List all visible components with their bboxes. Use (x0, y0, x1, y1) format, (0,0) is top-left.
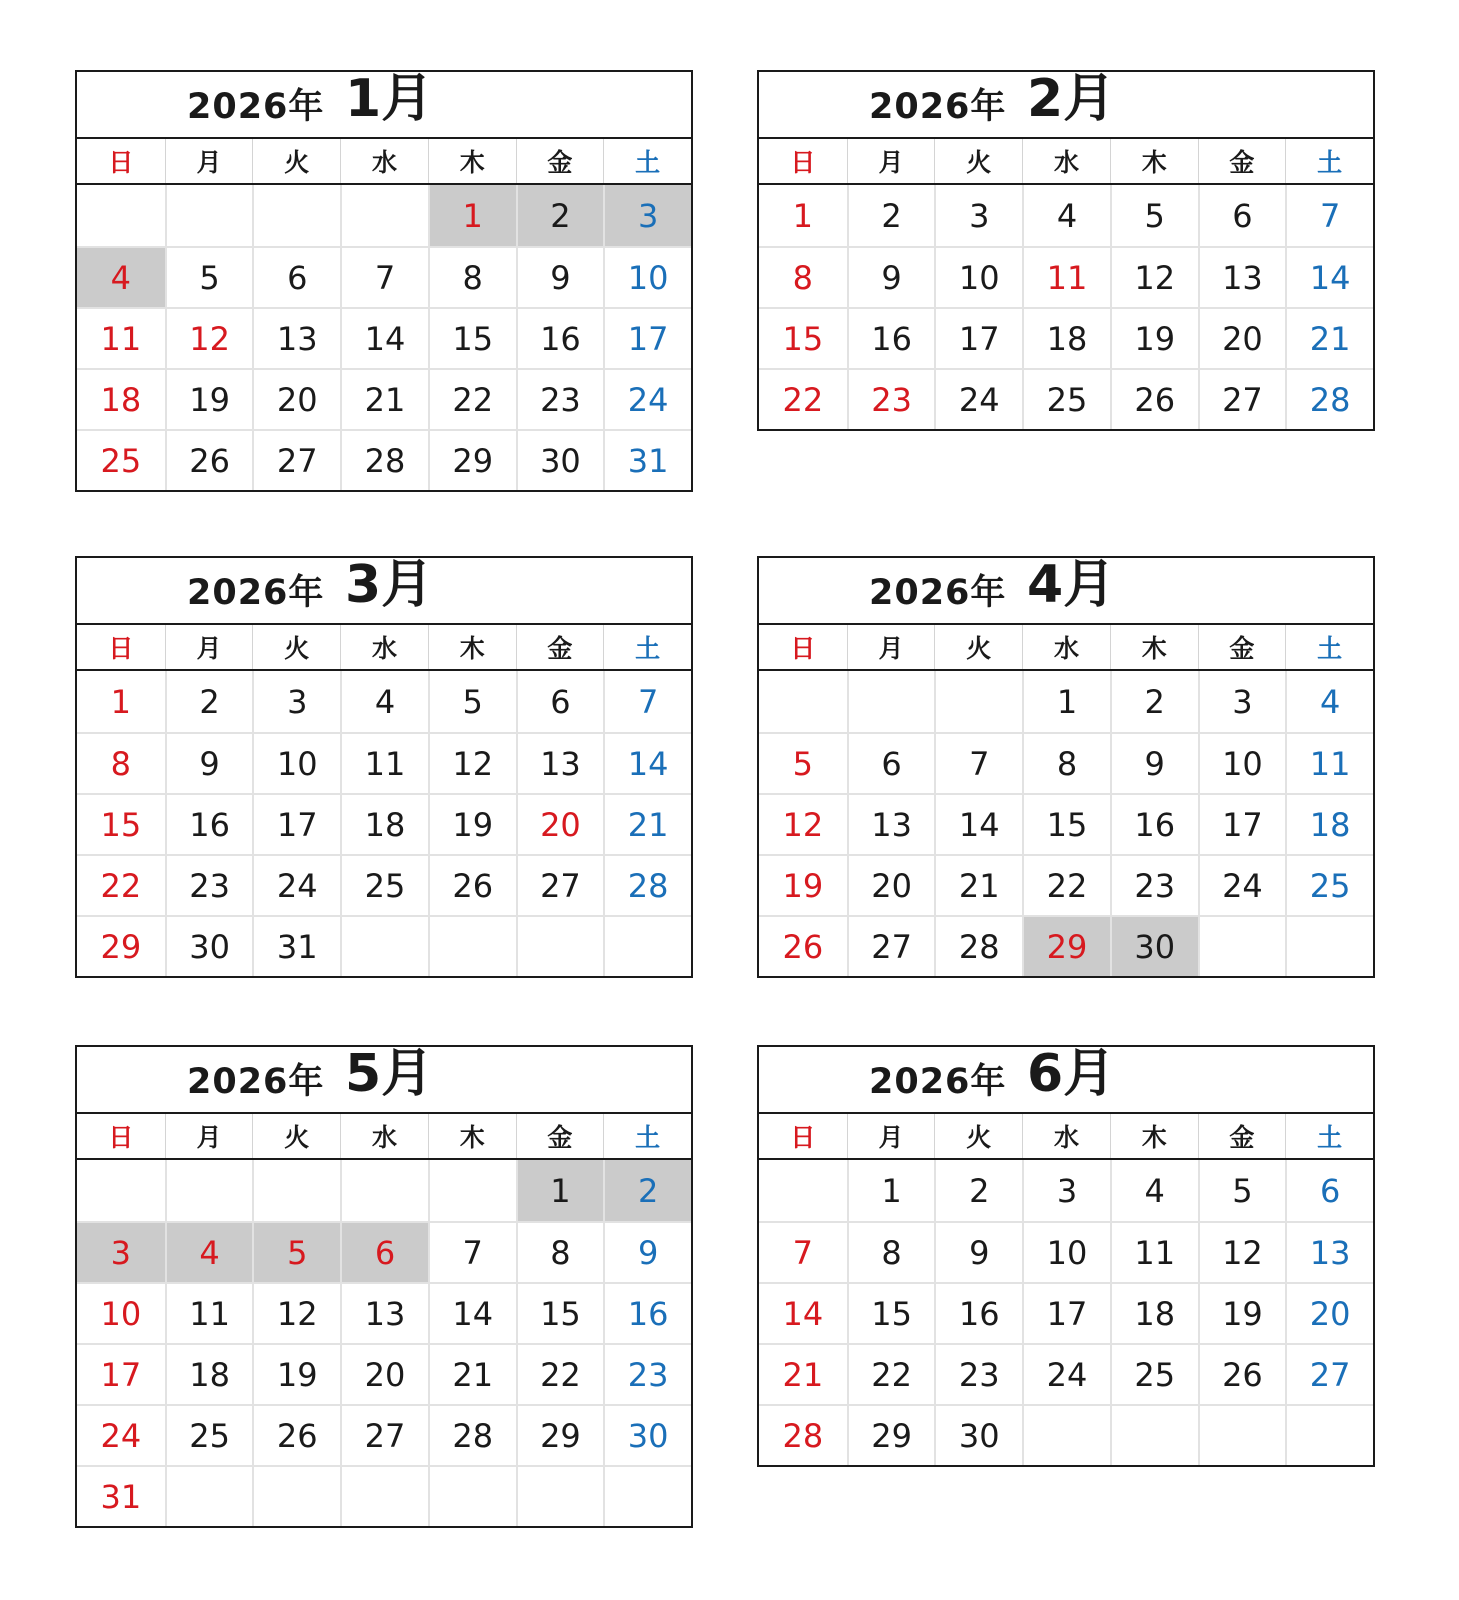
day-cell: 12 (1198, 1221, 1286, 1282)
day-cell: 17 (1022, 1282, 1110, 1343)
day-cell: 19 (428, 793, 516, 854)
weekday-header (77, 625, 691, 671)
weekday-header (77, 1114, 691, 1160)
day-cell: 5 (428, 671, 516, 732)
day-cell: 24 (934, 368, 1022, 429)
weekday-label: 木 (428, 1114, 516, 1158)
empty-cell (252, 185, 340, 246)
day-cell: 8 (428, 246, 516, 307)
empty-cell (165, 1465, 253, 1526)
year-label: 2026年 (869, 87, 1007, 127)
day-cell: 16 (1110, 793, 1198, 854)
day-cell: 17 (934, 307, 1022, 368)
weekday-label: 火 (252, 139, 340, 183)
day-cell: 14 (603, 732, 691, 793)
day-cell: 19 (1110, 307, 1198, 368)
weekday-label: 水 (1022, 625, 1110, 669)
weekday-label: 土 (603, 625, 691, 669)
weekday-label: 火 (934, 625, 1022, 669)
weekday-label: 月 (165, 1114, 253, 1158)
empty-cell (252, 1465, 340, 1526)
day-cell: 27 (847, 915, 935, 976)
day-cell: 11 (1110, 1221, 1198, 1282)
weekday-label: 木 (1110, 1114, 1198, 1158)
day-cell: 25 (340, 854, 428, 915)
weekday-label: 金 (516, 625, 604, 669)
day-cell: 14 (759, 1282, 847, 1343)
empty-cell (77, 1160, 165, 1221)
day-cell: 2 (165, 671, 253, 732)
day-cell: 1 (428, 185, 516, 246)
day-cell: 8 (77, 732, 165, 793)
day-cell: 29 (1022, 915, 1110, 976)
day-cell: 12 (428, 732, 516, 793)
day-cell: 26 (165, 429, 253, 490)
day-cell: 3 (252, 671, 340, 732)
day-cell: 22 (516, 1343, 604, 1404)
weekday-header (759, 625, 1373, 671)
day-cell: 17 (77, 1343, 165, 1404)
day-cell: 1 (516, 1160, 604, 1221)
day-cell: 15 (516, 1282, 604, 1343)
day-cell: 20 (252, 368, 340, 429)
day-cell: 7 (603, 671, 691, 732)
month-calendar (75, 556, 693, 978)
day-cell: 16 (847, 307, 935, 368)
day-cell: 9 (165, 732, 253, 793)
day-cell: 9 (934, 1221, 1022, 1282)
day-cell: 4 (1022, 185, 1110, 246)
day-cell: 26 (1198, 1343, 1286, 1404)
day-cell: 22 (428, 368, 516, 429)
day-cell: 31 (252, 915, 340, 976)
weekday-label: 金 (1198, 1114, 1286, 1158)
weekday-label: 月 (165, 139, 253, 183)
day-cell: 17 (252, 793, 340, 854)
day-cell: 23 (603, 1343, 691, 1404)
month-title (759, 1044, 1373, 1114)
empty-cell (1022, 1404, 1110, 1465)
day-cell: 4 (340, 671, 428, 732)
day-cell: 22 (847, 1343, 935, 1404)
weekday-label: 日 (790, 148, 816, 177)
weekday-label: 日 (790, 1123, 816, 1152)
day-cell: 11 (340, 732, 428, 793)
year-label: 2026年 (187, 1062, 325, 1102)
day-cell: 29 (847, 1404, 935, 1465)
day-cell: 18 (1022, 307, 1110, 368)
weekday-label: 金 (1198, 139, 1286, 183)
weekday-label: 日 (790, 634, 816, 663)
month-label: 4月 (1027, 555, 1116, 615)
empty-cell (340, 185, 428, 246)
day-cell: 17 (1198, 793, 1286, 854)
day-cell: 1 (1022, 671, 1110, 732)
day-cell: 12 (252, 1282, 340, 1343)
empty-cell (1198, 1404, 1286, 1465)
day-cell: 15 (1022, 793, 1110, 854)
day-cell: 2 (934, 1160, 1022, 1221)
day-cell: 12 (759, 793, 847, 854)
day-cell: 9 (603, 1221, 691, 1282)
day-cell: 27 (516, 854, 604, 915)
day-cell: 20 (1285, 1282, 1373, 1343)
day-cell: 6 (1198, 185, 1286, 246)
weekday-label: 水 (1022, 1114, 1110, 1158)
day-grid (759, 1160, 1373, 1465)
day-cell: 10 (252, 732, 340, 793)
day-cell: 25 (1022, 368, 1110, 429)
weekday-label: 日 (108, 1123, 134, 1152)
day-cell: 21 (759, 1343, 847, 1404)
day-cell: 3 (1022, 1160, 1110, 1221)
weekday-label: 月 (847, 139, 935, 183)
empty-cell (340, 1160, 428, 1221)
day-cell: 13 (1285, 1221, 1373, 1282)
month-calendar (757, 556, 1375, 978)
day-cell: 22 (77, 854, 165, 915)
weekday-label: 金 (516, 1114, 604, 1158)
day-cell: 13 (252, 307, 340, 368)
day-cell: 11 (1022, 246, 1110, 307)
day-cell: 27 (340, 1404, 428, 1465)
day-cell: 2 (603, 1160, 691, 1221)
month-calendar (75, 70, 693, 492)
day-cell: 31 (603, 429, 691, 490)
weekday-label: 木 (1110, 625, 1198, 669)
day-cell: 19 (252, 1343, 340, 1404)
day-cell: 4 (165, 1221, 253, 1282)
day-cell: 6 (847, 732, 935, 793)
month-calendar (75, 1045, 693, 1528)
day-grid (759, 671, 1373, 976)
day-cell: 24 (1022, 1343, 1110, 1404)
day-cell: 12 (1110, 246, 1198, 307)
weekday-label: 水 (1022, 139, 1110, 183)
day-cell: 27 (1198, 368, 1286, 429)
month-label: 5月 (345, 1044, 434, 1104)
day-cell: 23 (165, 854, 253, 915)
day-cell: 27 (252, 429, 340, 490)
day-cell: 22 (1022, 854, 1110, 915)
day-cell: 30 (1110, 915, 1198, 976)
weekday-header (77, 139, 691, 185)
weekday-label: 金 (1198, 625, 1286, 669)
day-cell: 11 (1285, 732, 1373, 793)
weekday-label: 木 (1110, 139, 1198, 183)
day-cell: 21 (340, 368, 428, 429)
day-cell: 18 (1285, 793, 1373, 854)
day-cell: 30 (934, 1404, 1022, 1465)
day-cell: 8 (847, 1221, 935, 1282)
day-cell: 7 (340, 246, 428, 307)
day-cell: 2 (516, 185, 604, 246)
day-cell: 18 (165, 1343, 253, 1404)
day-cell: 25 (1285, 854, 1373, 915)
day-cell: 25 (77, 429, 165, 490)
day-cell: 5 (252, 1221, 340, 1282)
weekday-label: 木 (428, 139, 516, 183)
month-title (77, 1044, 691, 1114)
day-cell: 10 (603, 246, 691, 307)
day-cell: 9 (516, 246, 604, 307)
empty-cell (847, 671, 935, 732)
day-cell: 6 (252, 246, 340, 307)
month-title (759, 69, 1373, 139)
month-calendar (757, 1045, 1375, 1467)
empty-cell (934, 671, 1022, 732)
weekday-label: 月 (847, 625, 935, 669)
day-cell: 20 (847, 854, 935, 915)
day-cell: 28 (1285, 368, 1373, 429)
day-grid (77, 671, 691, 976)
day-cell: 30 (165, 915, 253, 976)
day-cell: 3 (934, 185, 1022, 246)
day-cell: 26 (428, 854, 516, 915)
day-cell: 21 (934, 854, 1022, 915)
weekday-label: 火 (934, 139, 1022, 183)
day-cell: 28 (428, 1404, 516, 1465)
day-cell: 24 (603, 368, 691, 429)
weekday-label: 水 (340, 1114, 428, 1158)
day-grid (77, 185, 691, 490)
day-cell: 3 (1198, 671, 1286, 732)
day-cell: 28 (603, 854, 691, 915)
day-cell: 28 (340, 429, 428, 490)
day-cell: 20 (516, 793, 604, 854)
day-cell: 14 (934, 793, 1022, 854)
empty-cell (428, 1465, 516, 1526)
day-cell: 25 (165, 1404, 253, 1465)
day-cell: 24 (77, 1404, 165, 1465)
day-cell: 13 (1198, 246, 1286, 307)
day-cell: 26 (1110, 368, 1198, 429)
day-cell: 19 (165, 368, 253, 429)
weekday-label: 日 (108, 634, 134, 663)
day-cell: 12 (165, 307, 253, 368)
day-cell: 1 (110, 682, 132, 721)
day-cell: 5 (759, 732, 847, 793)
day-cell: 30 (603, 1404, 691, 1465)
day-cell: 17 (603, 307, 691, 368)
day-cell: 15 (847, 1282, 935, 1343)
weekday-label: 火 (934, 1114, 1022, 1158)
day-cell: 21 (428, 1343, 516, 1404)
day-cell: 29 (77, 915, 165, 976)
day-cell: 23 (847, 368, 935, 429)
day-cell: 3 (77, 1221, 165, 1282)
day-cell: 10 (77, 1282, 165, 1343)
day-cell: 22 (759, 368, 847, 429)
day-grid (77, 1160, 691, 1526)
empty-cell (428, 915, 516, 976)
day-cell: 5 (1110, 185, 1198, 246)
weekday-label: 木 (428, 625, 516, 669)
weekday-label: 水 (340, 625, 428, 669)
day-cell: 16 (516, 307, 604, 368)
year-label: 2026年 (869, 1062, 1007, 1102)
empty-cell (603, 915, 691, 976)
weekday-label: 水 (340, 139, 428, 183)
day-cell: 11 (77, 307, 165, 368)
empty-cell (516, 915, 604, 976)
empty-cell (1285, 915, 1373, 976)
day-cell: 21 (603, 793, 691, 854)
day-cell: 4 (1285, 671, 1373, 732)
weekday-header (759, 139, 1373, 185)
day-cell: 27 (1285, 1343, 1373, 1404)
day-cell: 19 (1198, 1282, 1286, 1343)
day-cell: 29 (428, 429, 516, 490)
empty-cell (759, 1160, 847, 1221)
weekday-label: 月 (165, 625, 253, 669)
empty-cell (252, 1160, 340, 1221)
day-cell: 20 (1198, 307, 1286, 368)
day-cell: 2 (847, 185, 935, 246)
day-cell: 7 (428, 1221, 516, 1282)
day-cell: 5 (1198, 1160, 1286, 1221)
weekday-label: 月 (847, 1114, 935, 1158)
weekday-label: 金 (516, 139, 604, 183)
empty-cell (340, 1465, 428, 1526)
empty-cell (1198, 915, 1286, 976)
day-cell: 14 (428, 1282, 516, 1343)
day-cell: 29 (516, 1404, 604, 1465)
day-cell: 4 (77, 246, 165, 307)
day-cell: 3 (603, 185, 691, 246)
day-cell: 10 (1198, 732, 1286, 793)
month-title (77, 69, 691, 139)
empty-cell (1110, 1404, 1198, 1465)
weekday-label: 土 (1285, 625, 1373, 669)
empty-cell (165, 185, 253, 246)
day-cell: 1 (792, 196, 814, 235)
day-cell: 14 (1285, 246, 1373, 307)
day-cell: 4 (1110, 1160, 1198, 1221)
empty-cell (77, 185, 165, 246)
day-cell: 9 (1110, 732, 1198, 793)
day-cell: 13 (516, 732, 604, 793)
month-title (759, 555, 1373, 625)
day-cell: 7 (1285, 185, 1373, 246)
weekday-label: 土 (1285, 1114, 1373, 1158)
day-cell: 7 (934, 732, 1022, 793)
day-cell: 5 (165, 246, 253, 307)
day-cell: 8 (1022, 732, 1110, 793)
day-cell: 1 (847, 1160, 935, 1221)
day-cell: 23 (934, 1343, 1022, 1404)
day-cell: 2 (1110, 671, 1198, 732)
day-cell: 30 (516, 429, 604, 490)
day-cell: 6 (516, 671, 604, 732)
weekday-label: 日 (108, 148, 134, 177)
day-cell: 6 (340, 1221, 428, 1282)
month-label: 3月 (345, 555, 434, 615)
weekday-label: 土 (603, 1114, 691, 1158)
empty-cell (759, 671, 847, 732)
day-cell: 15 (759, 307, 847, 368)
empty-cell (340, 915, 428, 976)
weekday-label: 土 (1285, 139, 1373, 183)
month-label: 2月 (1027, 69, 1116, 129)
weekday-label: 火 (252, 625, 340, 669)
month-label: 1月 (345, 69, 434, 129)
day-cell: 7 (759, 1221, 847, 1282)
weekday-header (759, 1114, 1373, 1160)
day-cell: 14 (340, 307, 428, 368)
day-cell: 24 (252, 854, 340, 915)
day-cell: 8 (516, 1221, 604, 1282)
day-cell: 18 (77, 368, 165, 429)
day-cell: 18 (1110, 1282, 1198, 1343)
month-calendar (757, 70, 1375, 431)
day-cell: 23 (516, 368, 604, 429)
day-cell: 13 (847, 793, 935, 854)
day-cell: 11 (165, 1282, 253, 1343)
day-cell: 28 (934, 915, 1022, 976)
weekday-label: 火 (252, 1114, 340, 1158)
month-title (77, 555, 691, 625)
day-cell: 13 (340, 1282, 428, 1343)
day-cell: 10 (934, 246, 1022, 307)
day-cell: 28 (759, 1404, 847, 1465)
day-cell: 25 (1110, 1343, 1198, 1404)
year-label: 2026年 (187, 87, 325, 127)
day-cell: 21 (1285, 307, 1373, 368)
empty-cell (1285, 1404, 1373, 1465)
day-cell: 15 (428, 307, 516, 368)
day-cell: 19 (759, 854, 847, 915)
weekday-label: 土 (603, 139, 691, 183)
day-cell: 8 (759, 246, 847, 307)
day-grid (759, 185, 1373, 429)
day-cell: 9 (847, 246, 935, 307)
day-cell: 16 (603, 1282, 691, 1343)
day-cell: 10 (1022, 1221, 1110, 1282)
day-cell: 18 (340, 793, 428, 854)
empty-cell (428, 1160, 516, 1221)
day-cell: 20 (340, 1343, 428, 1404)
day-cell: 16 (934, 1282, 1022, 1343)
month-label: 6月 (1027, 1044, 1116, 1104)
day-cell: 26 (759, 915, 847, 976)
day-cell: 6 (1285, 1160, 1373, 1221)
day-cell: 26 (252, 1404, 340, 1465)
day-cell: 15 (77, 793, 165, 854)
year-label: 2026年 (187, 573, 325, 613)
year-label: 2026年 (869, 573, 1007, 613)
empty-cell (516, 1465, 604, 1526)
day-cell: 24 (1198, 854, 1286, 915)
day-cell: 31 (77, 1465, 165, 1526)
day-cell: 23 (1110, 854, 1198, 915)
day-cell: 16 (165, 793, 253, 854)
empty-cell (603, 1465, 691, 1526)
empty-cell (165, 1160, 253, 1221)
